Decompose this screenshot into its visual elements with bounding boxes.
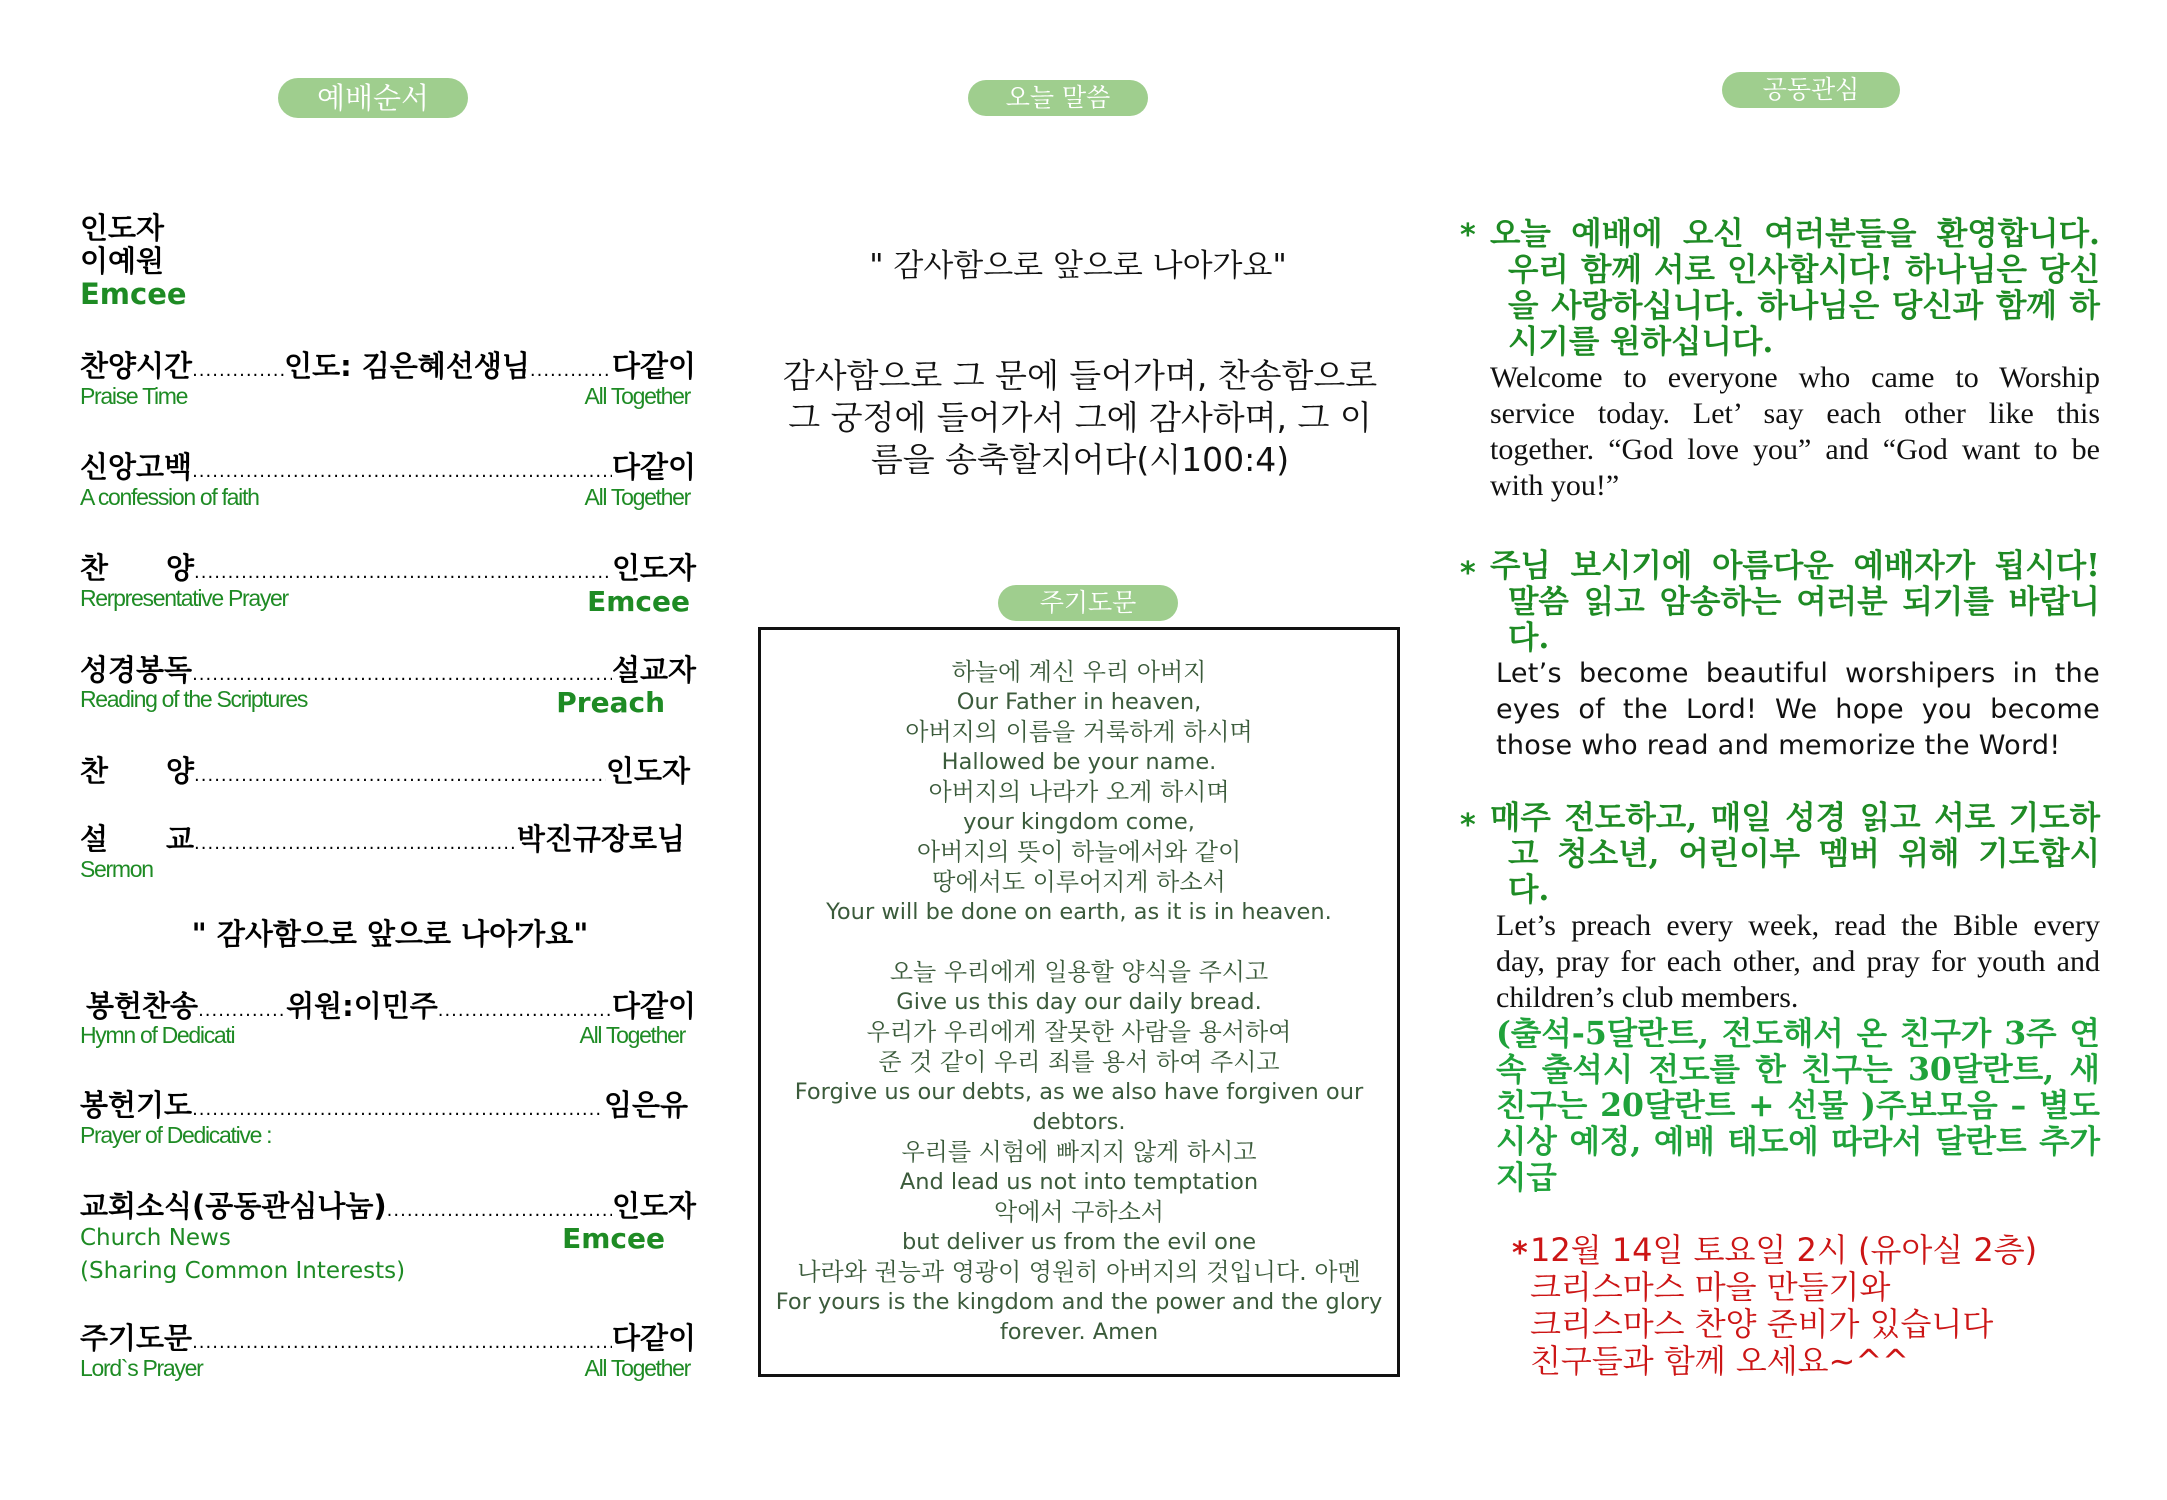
program-sub-offering-prayer xyxy=(80,1122,690,1149)
program-sub-left: Sermon xyxy=(80,856,153,882)
prayer-line: 땅에서도 이루어지게 하소서 xyxy=(932,868,1226,896)
program-role: 다같이 xyxy=(611,1321,696,1355)
header-common-interests: 공동관심 xyxy=(1722,72,1900,108)
program-sub-right: Preach xyxy=(556,686,665,719)
bullet-2: * xyxy=(1460,556,1476,591)
program-title: 찬양시간 xyxy=(80,349,193,383)
verse-line: 감사함으로 그 문에 들어가며, 찬송함으로 xyxy=(782,356,1378,395)
prayer-line: 아버지의 이름을 거룩하게 하시며 xyxy=(905,718,1253,746)
interest-item-3 xyxy=(1490,800,2100,1196)
interest-3-english: Let’s preach every week, read the Bible every day, pray for each other, and pray for youth and children’s club members. xyxy=(1496,909,2100,1014)
header-lords-prayer: 주기도문 xyxy=(998,585,1178,621)
bullet-1: * xyxy=(1460,218,1476,253)
word-title: " 감사함으로 앞으로 나아가요" xyxy=(869,248,1287,284)
interest-1-korean: 오늘 예배에 오신 여러분들을 환영합니다. 우리 함께 서로 인사합시다! 하나님은 당신을 사랑하십니다. 하나님은 당신과 함께 하시기를 원하십니다. xyxy=(1490,215,2100,360)
program-row-church-news xyxy=(80,1184,696,1225)
prayer-spacer xyxy=(761,927,1397,957)
prayer-line: Hallowed be your name. xyxy=(941,749,1217,775)
prayer-line: Your will be done on earth, as it is in heaven. xyxy=(826,899,1332,925)
prayer-line: your kingdom come, xyxy=(963,809,1195,835)
prayer-line: Give us this day our daily bread. xyxy=(896,989,1262,1015)
program-row-lords-prayer xyxy=(80,1316,696,1357)
prayer-line: 하늘에 계신 우리 아버지 xyxy=(951,658,1207,686)
program-sub-left: Praise Time xyxy=(80,383,188,409)
program-sub-right: All Together xyxy=(584,484,690,510)
program-row-hymn2 xyxy=(80,749,690,790)
header-todays-word: 오늘 말씀 xyxy=(968,80,1148,116)
interest-item-1 xyxy=(1490,216,2100,504)
christmas-event xyxy=(1530,1232,2090,1380)
prayer-line: 우리가 우리에게 잘못한 사람을 용서하여 xyxy=(866,1018,1292,1046)
program-role: 다같이 xyxy=(611,989,696,1023)
prayer-line: 아버지의 나라가 오게 하시며 xyxy=(928,778,1230,806)
lords-prayer-box xyxy=(758,627,1400,1377)
program-sub-right: Emcee xyxy=(587,585,690,618)
program-title: 주기도문 xyxy=(80,1321,193,1355)
program-middle: 인도: 김은혜선생님 xyxy=(284,349,530,383)
prayer-line: And lead us not into temptation xyxy=(899,1169,1259,1195)
program-row-praise xyxy=(80,344,696,385)
program-title: 성경봉독 xyxy=(80,653,193,687)
lords-prayer-text xyxy=(761,657,1397,1347)
program-title: 찬 양 xyxy=(80,551,195,585)
program-role: 인도자 xyxy=(611,1189,696,1223)
program-role: 임은유 xyxy=(603,1088,688,1122)
event-line: 친구들과 함께 오세요~^^ xyxy=(1530,1342,1909,1380)
prayer-line: For yours is the kingdom and the power and the glory xyxy=(775,1289,1383,1315)
program-sub-prayer xyxy=(80,585,690,618)
program-title: 봉헌찬송 xyxy=(86,989,199,1023)
program-sub-right: All Together xyxy=(579,1022,685,1048)
program-sub-scripture xyxy=(80,686,665,719)
program-role: 다같이 xyxy=(611,450,696,484)
prayer-line: Forgive us our debts, as we also have forgiven our xyxy=(794,1079,1364,1105)
program-title: 찬 양 xyxy=(80,754,195,788)
sermon-title: " 감사함으로 앞으로 나아가요" xyxy=(191,917,589,951)
verse-line: 그 궁정에 들어가서 그에 감사하며, 그 이 xyxy=(788,398,1372,437)
program-row-hymn1 xyxy=(80,546,696,587)
verse-line: 름을 송축할지어다(시100:4) xyxy=(870,440,1290,479)
program-sub-lords-prayer xyxy=(80,1355,690,1382)
interest-item-2 xyxy=(1490,548,2100,764)
bullet-3: * xyxy=(1460,808,1476,843)
interest-3-note: (출석-5달란트, 전도해서 온 친구가 3주 연속 출석시 전도를 한 친구는 30달란트, 새 친구는 20달란트 + 선물 )주보모음 – 별도 시상 예정, 예배 태도에 따라서 달란트 추가 지급 xyxy=(1496,1015,2100,1196)
program-sub-left: Rerpresentative Prayer xyxy=(80,585,288,611)
program-row-offering-hymn xyxy=(80,984,696,1025)
leader-label: 인도자 xyxy=(80,211,165,245)
program-sub-church-news xyxy=(80,1222,690,1288)
interest-2-english: Let’s become beautiful worshipers in the eyes of the Lord! We hope you become those who read and memorize the Word! xyxy=(1496,658,2100,761)
event-line: 크리스마스 마을 만들기와 xyxy=(1530,1268,1891,1306)
leader-name: 이예원 xyxy=(80,244,165,278)
program-row-offering-prayer xyxy=(80,1083,688,1124)
interest-1-english: Welcome to everyone who came to Worship service today. Let’ say each other like this together. “God love you” and “God want to be with you!” xyxy=(1490,361,2100,502)
prayer-line: Our Father in heaven, xyxy=(956,689,1202,715)
program-sub-confession xyxy=(80,484,690,511)
program-sub-praise xyxy=(80,383,690,410)
prayer-line: but deliver us from the evil one xyxy=(901,1229,1257,1255)
program-row-scripture xyxy=(80,648,696,689)
program-sub-offering-hymn xyxy=(80,1022,685,1049)
leader-emcee: Emcee xyxy=(80,277,187,311)
program-role: 설교자 xyxy=(611,653,696,687)
program-title: 교회소식(공동관심나눔) xyxy=(80,1189,387,1223)
program-sub-right: All Together xyxy=(584,1355,690,1381)
prayer-line: forever. Amen xyxy=(999,1319,1159,1345)
program-sub-left: A confession of faith xyxy=(80,484,259,510)
program-row-confession xyxy=(80,445,696,486)
program-sub-left-2: (Sharing Common Interests) xyxy=(80,1258,406,1284)
program-sub-left: Lord`s Prayer xyxy=(80,1355,203,1381)
header-worship-order: 예배순서 xyxy=(278,78,468,118)
event-date: 12월 14일 토요일 2시 (유아실 2층) xyxy=(1530,1231,2038,1269)
prayer-line: debtors. xyxy=(1032,1109,1126,1135)
prayer-line: 우리를 시험에 빠지지 않게 하시고 xyxy=(901,1138,1257,1166)
bullet-4: * xyxy=(1512,1236,1528,1271)
prayer-line: 나라와 권능과 영광이 영원히 아버지의 것입니다. 아멘 xyxy=(797,1258,1361,1286)
program-role: 다같이 xyxy=(611,349,696,383)
leader-block xyxy=(80,212,187,311)
prayer-line: 악에서 구하소서 xyxy=(994,1198,1164,1226)
program-middle: 위원:이민주 xyxy=(286,989,438,1023)
prayer-line: 오늘 우리에게 일용할 양식을 주시고 xyxy=(889,958,1269,986)
program-sub-left: Hymn of Dedicati xyxy=(80,1022,235,1048)
event-line: 크리스마스 찬양 준비가 있습니다 xyxy=(1530,1305,1994,1343)
program-role: 인도자 xyxy=(611,551,696,585)
program-sub-left: Reading of the Scriptures xyxy=(80,686,308,712)
word-verse xyxy=(760,355,1400,481)
program-title: 신앙고백 xyxy=(80,450,193,484)
interest-3-korean: 매주 전도하고, 매일 성경 읽고 서로 기도하고 청소년, 어린이부 멤버 위해 기도합시다. xyxy=(1490,799,2100,908)
program-sub-left: Church News xyxy=(80,1225,231,1251)
program-role: 박진규장로님 xyxy=(516,822,685,856)
program-sub-sermon xyxy=(80,856,690,883)
interest-2-korean: 주님 보시기에 아름다운 예배자가 됩시다! 말씀 읽고 암송하는 여러분 되기를 바랍니다. xyxy=(1490,547,2100,656)
program-sub-left: Prayer of Dedicative : xyxy=(80,1122,272,1148)
program-title: 설 교 xyxy=(80,822,195,856)
program-sub-right: Emcee xyxy=(562,1222,665,1255)
program-title: 봉헌기도 xyxy=(80,1088,193,1122)
prayer-line: 아버지의 뜻이 하늘에서와 같이 xyxy=(916,838,1242,866)
program-role: 인도자 xyxy=(605,754,690,788)
program-sub-right: All Together xyxy=(584,383,690,409)
prayer-line: 준 것 같이 우리 죄를 용서 하여 주시고 xyxy=(878,1048,1280,1076)
program-row-sermon xyxy=(80,817,685,858)
